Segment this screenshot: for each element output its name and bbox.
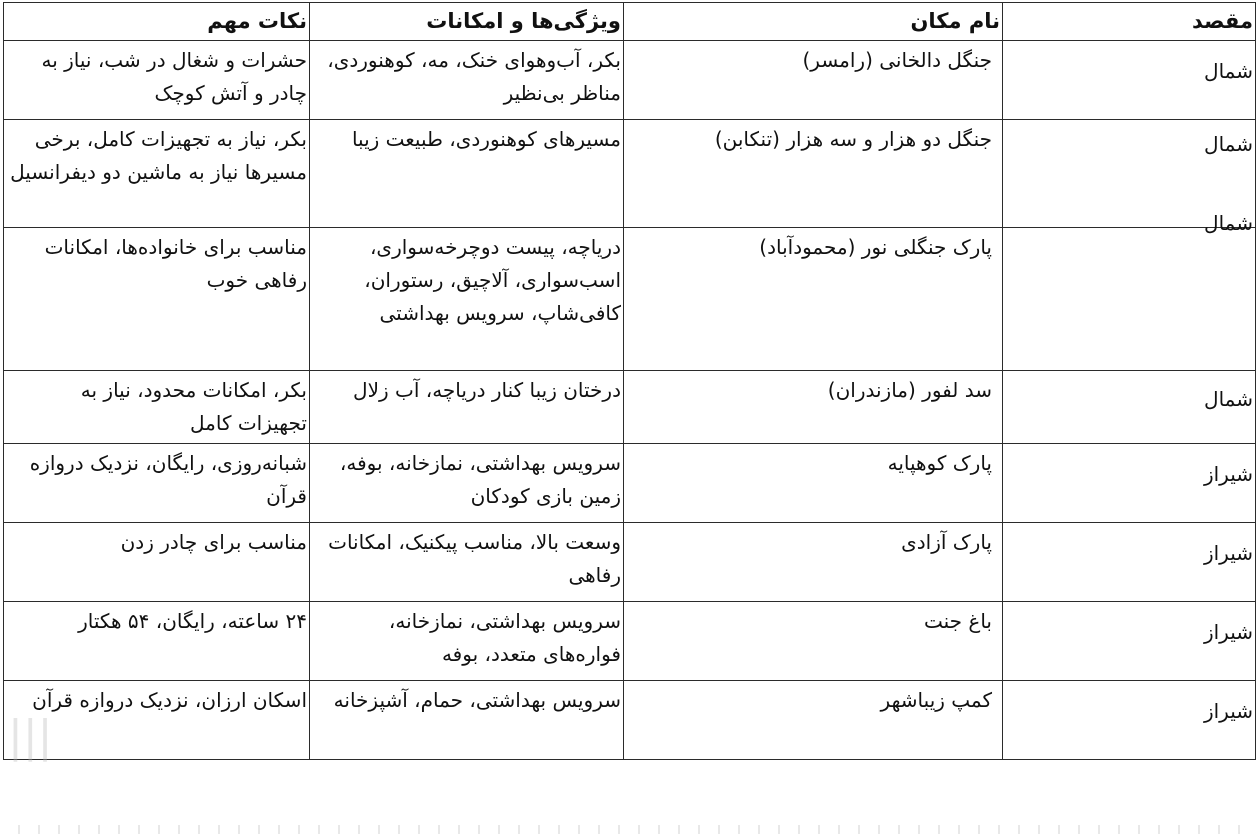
row-features: بکر، آب‌وهوای خنک، مه، کوهنوردی، مناظر بی‌نظیر [310, 41, 624, 120]
row-features: سرویس بهداشتی، نمازخانه، بوفه، زمین بازی کودکان [310, 444, 624, 523]
row-place-name: پارک آزادی [901, 530, 992, 554]
row-destination-cell [1003, 371, 1256, 444]
row-notes: ۲۴ ساعته، رایگان، ۵۴ هکتار [4, 602, 310, 681]
row-features: وسعت بالا، مناسب پیکنیک، امکانات رفاهی [310, 523, 624, 602]
row-notes: بکر، نیاز به تجهیزات کامل، برخی مسیرها نیاز به ماشین دو دیفرانسیل [4, 120, 310, 228]
row-features: درختان زیبا کنار دریاچه، آب زلال [310, 371, 624, 444]
row-place-name: پارک کوهپایه [887, 451, 992, 475]
row-features: سرویس بهداشتی، نمازخانه، فواره‌های متعدد، بوفه [310, 602, 624, 681]
row-destination-cell [1003, 681, 1256, 760]
row-place-name-cell [624, 523, 1003, 602]
row-notes: شبانه‌روزی، رایگان، نزدیک دروازه قرآن [4, 444, 310, 523]
header-features: ویژگی‌ها و امکانات [310, 3, 624, 41]
header-place-name: نام مکان [624, 3, 1003, 41]
row-destination-cell [1003, 211, 1256, 371]
row-notes: مناسب برای چادر زدن [4, 523, 310, 602]
row-destination: شیراز [1203, 461, 1253, 486]
row-place-name: باغ جنت [924, 609, 992, 633]
row-destination-cell [1003, 41, 1256, 120]
row-destination: شمال [1204, 386, 1253, 411]
camping-places-table [3, 2, 1256, 760]
header-notes: نکات مهم [4, 3, 310, 41]
row-place-name-cell [624, 228, 1003, 371]
table-row [4, 523, 1256, 602]
row-features: مسیرهای کوهنوردی، طبیعت زیبا [310, 120, 624, 228]
row-destination: شمال [1204, 131, 1253, 156]
row-features: سرویس بهداشتی، حمام، آشپزخانه [310, 681, 624, 760]
table-row [4, 371, 1256, 444]
row-place-name-cell [624, 602, 1003, 681]
row-destination: شیراز [1203, 619, 1253, 644]
row-place-name: کمپ زیباشهر [880, 688, 992, 712]
table-row [4, 41, 1256, 120]
row-notes: بکر، امکانات محدود، نیاز به تجهیزات کامل [4, 371, 310, 444]
row-features: دریاچه، پیست دوچرخه‌سواری، اسب‌سواری، آلاچیق، رستوران، کافی‌شاپ، سرویس بهداشتی [310, 228, 624, 371]
row-destination-cell [1003, 523, 1256, 602]
table-row [4, 602, 1256, 681]
faint-watermark-mark: ||| [8, 711, 53, 762]
bottom-edge-strip [0, 825, 1258, 834]
row-destination: شیراز [1203, 540, 1253, 565]
row-place-name-cell [624, 681, 1003, 760]
row-destination-cell [1003, 602, 1256, 681]
row-place-name: پارک جنگلی نور (محمودآباد) [759, 235, 992, 259]
header-destination: مقصد [1003, 3, 1256, 41]
row-place-name: جنگل دو هزار و سه هزار (تنکابن) [714, 127, 992, 151]
row-notes: مناسب برای خانواده‌ها، امکانات رفاهی خوب [4, 228, 310, 371]
table-row [4, 228, 1256, 371]
row-place-name-cell [624, 371, 1003, 444]
row-place-name-cell [624, 444, 1003, 523]
row-destination: شمال [1204, 58, 1253, 83]
table-row [4, 444, 1256, 523]
camping-places-table-container [3, 2, 1255, 760]
table-header-row [4, 3, 1256, 41]
row-place-name-cell [624, 41, 1003, 120]
table-row [4, 681, 1256, 760]
row-destination: شمال [1204, 211, 1253, 235]
row-notes: اسکان ارزان، نزدیک دروازه قرآن [4, 681, 310, 760]
row-place-name: جنگل دالخانی (رامسر) [802, 48, 992, 72]
row-place-name-cell [624, 120, 1003, 228]
row-place-name: سد لفور (مازندران) [827, 378, 992, 402]
row-destination: شیراز [1203, 698, 1253, 723]
row-destination-cell [1003, 444, 1256, 523]
row-notes: حشرات و شغال در شب، نیاز به چادر و آتش کوچک [4, 41, 310, 120]
